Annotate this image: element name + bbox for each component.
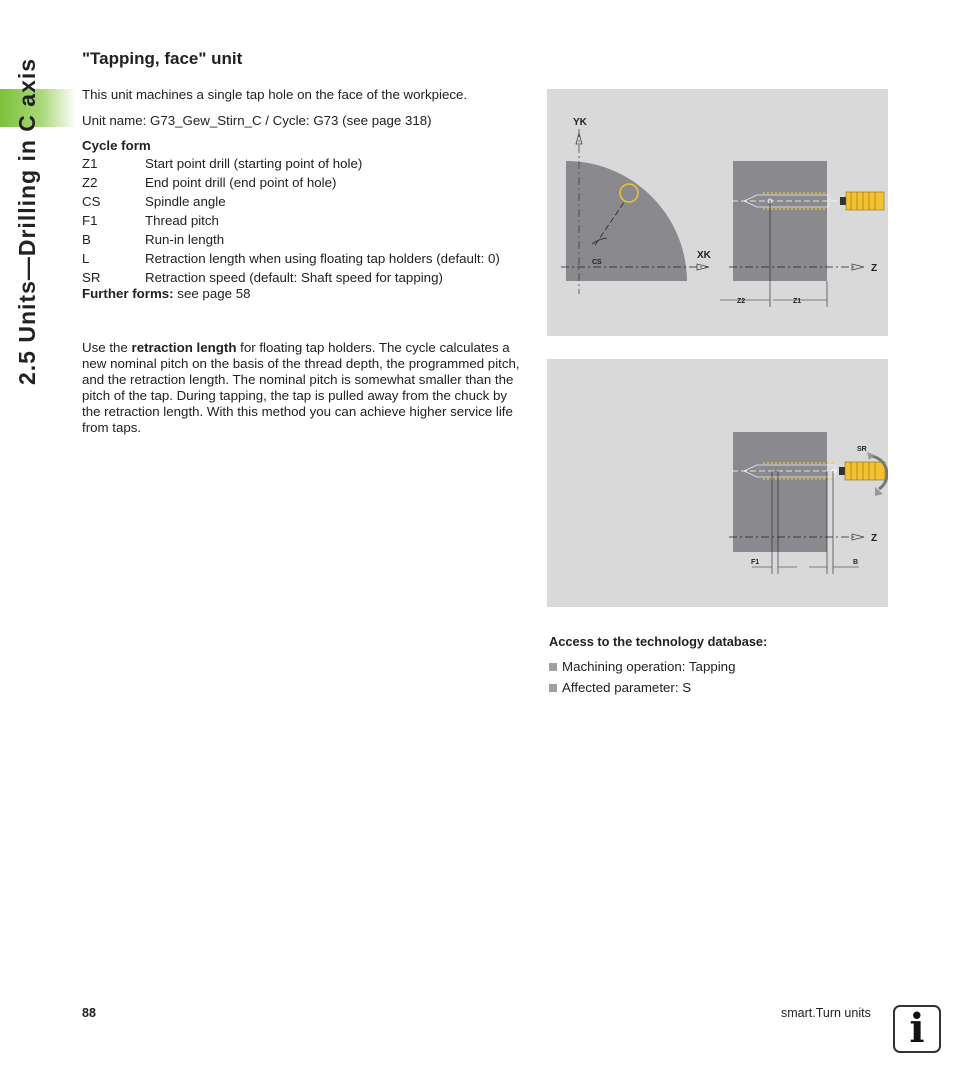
parameter-key: CS <box>82 194 101 209</box>
label-cs: CS <box>592 259 602 266</box>
bullet-square-icon <box>549 684 557 692</box>
list-item <box>549 680 691 695</box>
label-z2: Z2 <box>737 298 746 305</box>
label-b: B <box>853 559 859 566</box>
parameter-key: L <box>82 251 90 266</box>
body-post: for floating tap holders. The cycle calculates a new nominal pitch on the basis of the thread depth, the programmed pitch, and the retraction length. The nominal pitch is somewhat smaller than the pitch of the tap. During tapping, the tap is pulled away from the chuck by the retraction length. With this method you can achieve higher service life from taps. <box>82 340 520 435</box>
label-z-fig2: Z <box>871 533 878 544</box>
parameter-desc: Run-in length <box>145 232 225 247</box>
footer-text: smart.Turn units <box>781 1006 871 1020</box>
parameter-row <box>82 232 522 248</box>
unit-name-text: Unit name: G73_Gew_Stirn_C / Cycle: G73 (see page 318) <box>82 113 432 128</box>
parameter-desc: Retraction length when using floating tap holders (default: 0) <box>145 251 500 266</box>
list-item <box>549 659 735 674</box>
parameter-row <box>82 251 522 267</box>
parameter-key: F1 <box>82 213 98 228</box>
parameter-key: Z1 <box>82 156 98 171</box>
parameter-row <box>82 270 522 286</box>
intro-text: This unit machines a single tap hole on the face of the workpiece. <box>82 87 468 102</box>
further-forms-text: see page 58 <box>173 286 251 301</box>
cycle-form-title: Cycle form <box>82 138 151 153</box>
parameter-row <box>82 213 522 229</box>
parameter-row <box>82 156 522 172</box>
figure-side-view-svg <box>547 359 888 607</box>
label-z-fig1: Z <box>871 263 878 274</box>
parameter-desc: Retraction speed (default: Shaft speed for tapping) <box>145 270 443 285</box>
parameter-desc: Thread pitch <box>145 213 219 228</box>
section-title: 2.5 Units—Drilling in C axis <box>14 57 40 385</box>
parameter-desc: Start point drill (starting point of hole) <box>145 156 363 171</box>
page-heading: "Tapping, face" unit <box>82 49 243 68</box>
body-bold-term: retraction length <box>131 340 237 355</box>
figure-side-view <box>547 359 888 607</box>
figure-face-view-svg <box>547 89 888 336</box>
label-sr: SR <box>857 446 867 453</box>
list-item-text: Affected parameter: S <box>562 680 692 695</box>
parameter-desc: End point drill (end point of hole) <box>145 175 337 190</box>
parameter-row <box>82 194 522 210</box>
info-icon: i <box>893 1005 941 1053</box>
label-xk: XK <box>697 250 711 261</box>
access-title: Access to the technology database: <box>549 634 768 649</box>
parameter-key: Z2 <box>82 175 98 190</box>
label-yk: YK <box>573 117 587 128</box>
further-forms <box>82 286 522 302</box>
further-forms-label: Further forms: <box>82 286 174 301</box>
label-z1: Z1 <box>793 298 802 305</box>
page-number: 88 <box>82 1006 96 1020</box>
list-item-text: Machining operation: Tapping <box>562 659 736 674</box>
parameter-key: SR <box>82 270 101 285</box>
figure-face-view <box>547 89 888 336</box>
body-paragraph <box>82 340 524 436</box>
label-f1: F1 <box>751 559 760 566</box>
parameter-list <box>82 156 522 305</box>
parameter-key: B <box>82 232 91 247</box>
bullet-square-icon <box>549 663 557 671</box>
parameter-row <box>82 175 522 191</box>
parameter-desc: Spindle angle <box>145 194 226 209</box>
body-pre: Use the <box>82 340 132 355</box>
